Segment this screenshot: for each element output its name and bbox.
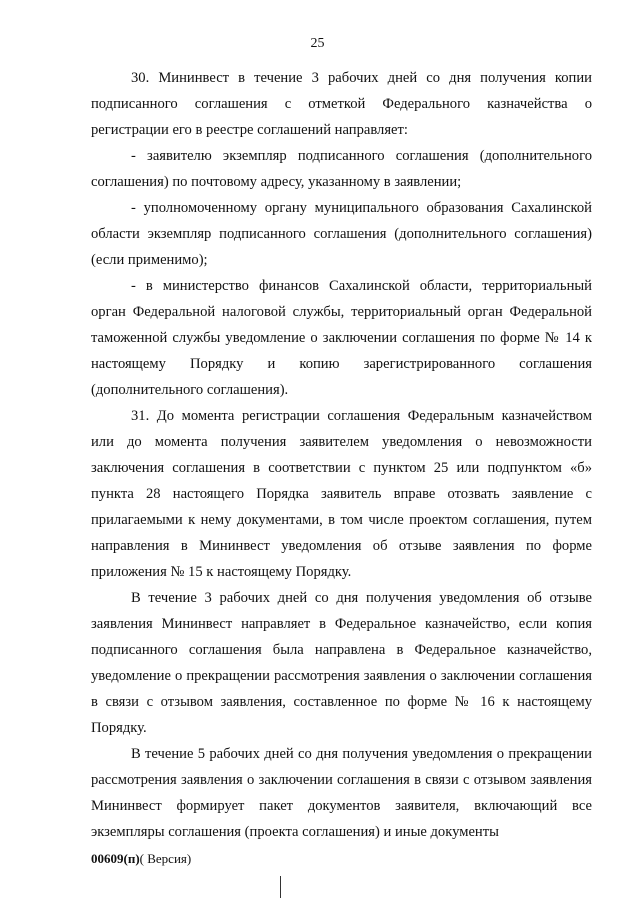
document-version: ( Версия) bbox=[139, 851, 192, 866]
list-item-ministry-of-finance: - в министерство финансов Сахалинской области, территориальный орган Федеральной налоговой службы, территориальный орган Федеральной таможенной службы уведомление о заключении соглашения по форме № 14 к настоящему Порядку и копию зарегистрированного соглашения (дополнительного соглашения). bbox=[91, 278, 592, 398]
paragraph-31: 31. До момента регистрации соглашения Федеральным казначейством или до момента получения заявителем уведомления о невозможности заключения соглашения в соответствии с пунктом 25 или подпунктом «б» пункта 28 настоящего Порядка заявитель вправе отозвать заявление с прилагаемыми к нему документами, в том числе проектом соглашения, путем направления в Мининвест уведомления об отзыве заявления по форме приложения № 15 к настоящему Порядку. bbox=[91, 408, 592, 580]
paragraph-document-package: В течение 5 рабочих дней со дня получения уведомления о прекращении рассмотрения заявления о заключении соглашения в связи с отзывом заявления Мининвест формирует пакет документов заявителя, включающий все экземпляры соглашения (проекта соглашения) и иные документы bbox=[91, 746, 592, 840]
paragraph-30: 30. Мининвест в течение 3 рабочих дней со дня получения копии подписанного соглашения с отметкой Федерального казначейства о регистрации его в реестре соглашений направляет: bbox=[91, 70, 592, 138]
list-item-municipal-body: - уполномоченному органу муниципального образования Сахалинской области экземпляр подписанного соглашения (дополнительного соглашения) (если применимо); bbox=[91, 200, 592, 268]
page-number: 25 bbox=[310, 36, 325, 51]
document-code: 00609(п) bbox=[91, 851, 140, 866]
document-body bbox=[91, 65, 592, 845]
scan-artifact-line bbox=[280, 876, 281, 898]
paragraph-withdrawal-notice: В течение 3 рабочих дней со дня получения уведомления об отзыве заявления Мининвест направляет в Федеральное казначейство, если копия подписанного соглашения была направлена в Федеральное казначейство, уведомление о прекращении рассмотрения заявления о заключении соглашения в связи с отзывом заявления, составленное по форме № 16 к настоящему Порядку. bbox=[91, 590, 592, 736]
document-footer bbox=[91, 851, 191, 867]
list-item-applicant: - заявителю экземпляр подписанного соглашения (дополнительного соглашения) по почтовому адресу, указанному в заявлении; bbox=[91, 148, 592, 190]
